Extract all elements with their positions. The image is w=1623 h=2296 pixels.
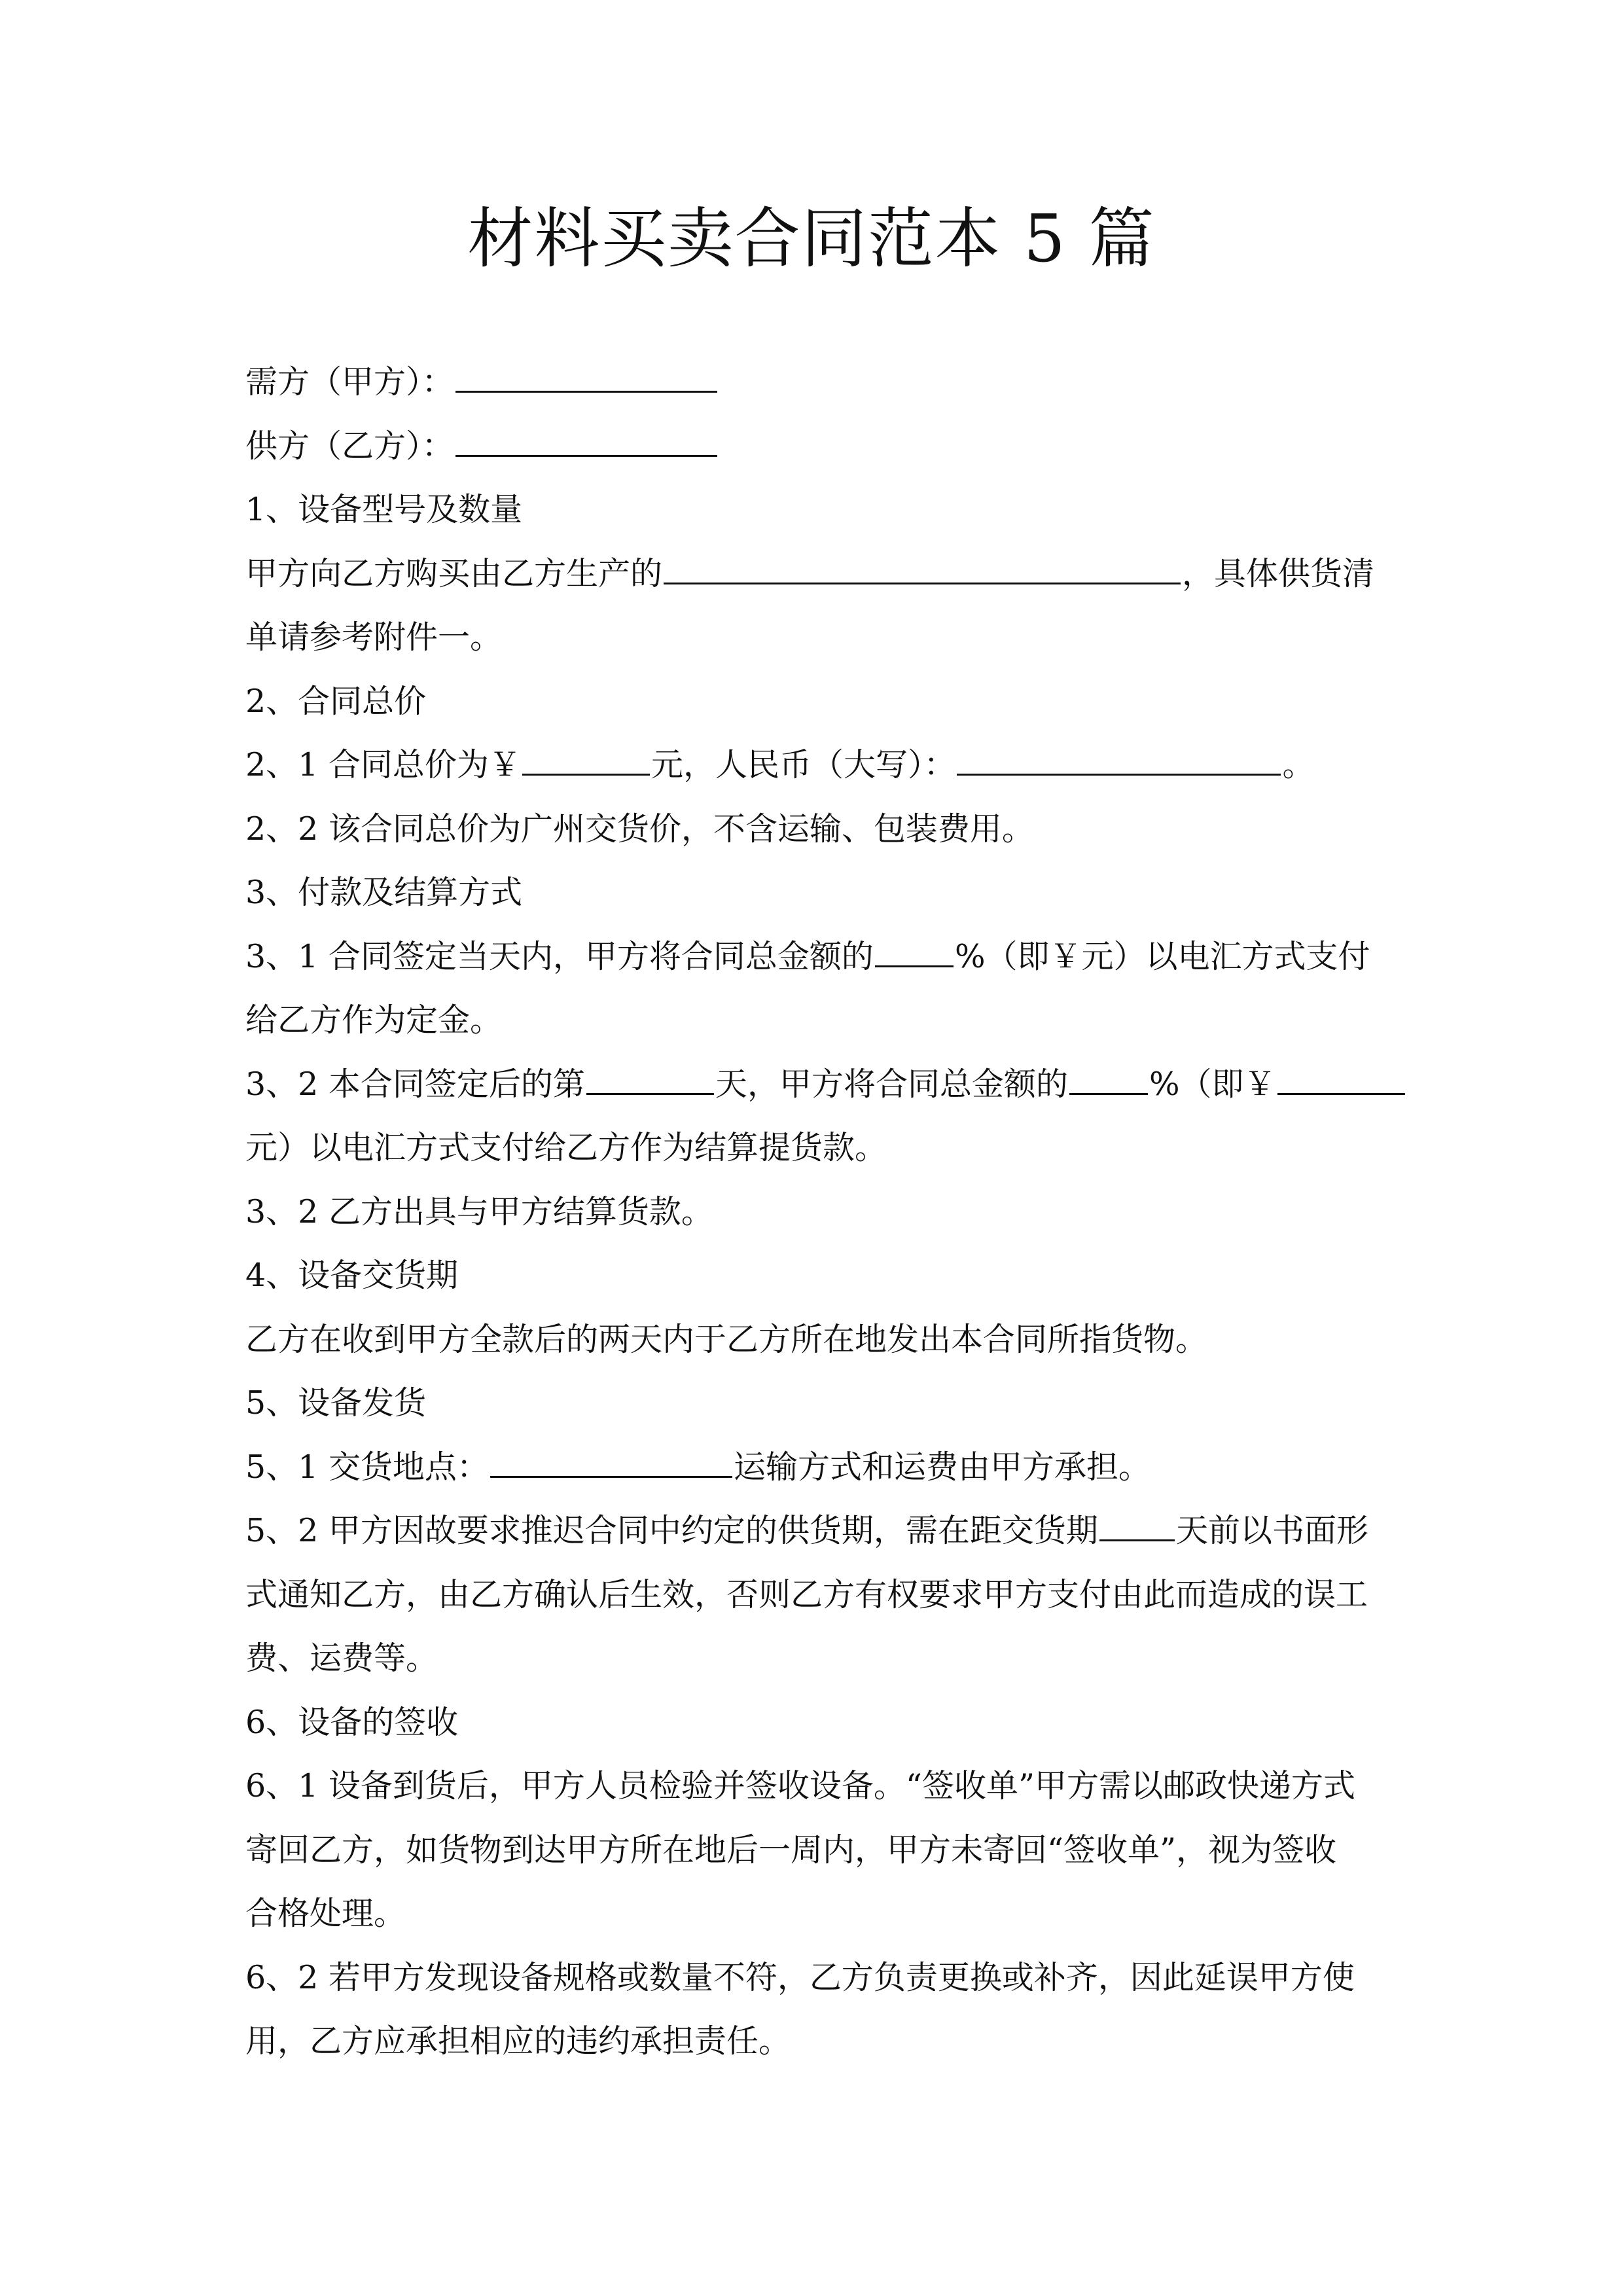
document-title: 材料买卖合同范本 5 篇 — [467, 200, 1156, 277]
document-line — [245, 542, 1381, 606]
line-text: %（即￥ — [1149, 1065, 1276, 1103]
line-text: 天前以书面形 — [1175, 1512, 1368, 1549]
fill-in-blank[interactable] — [1099, 1500, 1175, 1541]
document-line — [245, 1691, 1381, 1755]
fill-in-blank[interactable] — [1069, 1054, 1148, 1095]
document-line — [245, 478, 1381, 542]
line-text: 给乙方作为定金。 — [245, 1001, 503, 1039]
document-line — [245, 1499, 1381, 1563]
line-text: 甲方向乙方购买由乙方生产的 — [245, 554, 663, 592]
line-text: 6、1 设备到货后，甲方人员检验并签收设备。“签收单”甲方需以邮政快递方式 — [245, 1767, 1356, 1804]
line-text: 6、2 若甲方发现设备规格或数量不符，乙方负责更换或补齐，因此延误甲方使 — [245, 1958, 1355, 1996]
fill-in-blank[interactable] — [455, 416, 717, 457]
document-line — [245, 1818, 1381, 1882]
document-line — [245, 1371, 1381, 1435]
document-line — [245, 670, 1381, 734]
document-line — [245, 733, 1381, 797]
fill-in-blank[interactable] — [875, 926, 954, 967]
fill-in-blank[interactable] — [1277, 1054, 1405, 1095]
document-line — [245, 861, 1381, 925]
line-text: 3、付款及结算方式 — [245, 874, 523, 911]
document-line — [245, 1308, 1381, 1372]
line-text: 5、2 甲方因故要求推迟合同中约定的供货期，需在距交货期 — [245, 1512, 1098, 1549]
document-line — [245, 1052, 1381, 1117]
line-text: 4、设备交货期 — [245, 1257, 459, 1294]
line-text: 元，人民币（大写）： — [651, 746, 956, 783]
document-line — [245, 1116, 1381, 1180]
line-text: 供方（乙方）： — [245, 427, 454, 465]
fill-in-blank[interactable] — [490, 1437, 732, 1478]
document-line — [245, 605, 1381, 670]
line-text: 。 — [1282, 746, 1315, 783]
line-text: 2、1 合同总价为￥ — [245, 746, 521, 783]
line-text: 需方（甲方）： — [245, 363, 454, 401]
line-text: 6、设备的签收 — [245, 1703, 459, 1741]
fill-in-blank[interactable] — [522, 734, 650, 776]
line-text: 2、2 该合同总价为广州交货价，不含运输、包装费用。 — [245, 810, 1034, 848]
line-text: 3、2 乙方出具与甲方结算货款。 — [245, 1193, 713, 1230]
document-line — [245, 797, 1381, 861]
line-text: 用，乙方应承担相应的违约承担责任。 — [245, 2022, 791, 2060]
line-text: 寄回乙方，如货物到达甲方所在地后一周内，甲方未寄回“签收单”，视为签收 — [245, 1831, 1337, 1869]
fill-in-blank[interactable] — [586, 1054, 714, 1095]
document-line — [245, 1180, 1381, 1244]
document-line — [245, 925, 1381, 989]
document-line — [245, 1626, 1381, 1691]
line-text: 3、2 本合同签定后的第 — [245, 1065, 585, 1103]
fill-in-blank[interactable] — [957, 734, 1281, 776]
line-text: %（即￥元）以电汇方式支付 — [954, 937, 1370, 975]
document-line — [245, 1754, 1381, 1818]
line-text: 费、运费等。 — [245, 1640, 438, 1677]
line-text: 乙方在收到甲方全款后的两天内于乙方所在地发出本合同所指货物。 — [245, 1320, 1208, 1358]
line-text: 5、1 交货地点： — [245, 1448, 489, 1486]
line-text: 单请参考附件一。 — [245, 619, 503, 656]
document-line — [245, 988, 1381, 1052]
fill-in-blank[interactable] — [455, 351, 717, 393]
line-text: 5、设备发货 — [245, 1384, 427, 1422]
line-text: 合格处理。 — [245, 1895, 406, 1932]
line-text: 运输方式和运费由甲方承担。 — [733, 1448, 1150, 1486]
line-text: 1、设备型号及数量 — [245, 491, 523, 528]
line-text: 元）以电汇方式支付给乙方作为结算提货款。 — [245, 1129, 887, 1166]
document-line — [245, 350, 1381, 414]
fill-in-blank[interactable] — [664, 543, 1181, 584]
line-text: 2、合同总价 — [245, 682, 427, 720]
document-line — [245, 414, 1381, 478]
document-line — [245, 1435, 1381, 1499]
document-line — [245, 2009, 1381, 2073]
document-line — [245, 1882, 1381, 1946]
document-line — [245, 1244, 1381, 1308]
document-body — [245, 350, 1381, 2073]
document-line — [245, 1946, 1381, 2010]
line-text: 式通知乙方，由乙方确认后生效，否则乙方有权要求甲方支付由此而造成的误工 — [245, 1575, 1368, 1613]
line-text: ，具体供货清 — [1182, 554, 1375, 592]
line-text: 3、1 合同签定当天内，甲方将合同总金额的 — [245, 937, 874, 975]
document-line — [245, 1563, 1381, 1627]
line-text: 天，甲方将合同总金额的 — [715, 1065, 1068, 1103]
